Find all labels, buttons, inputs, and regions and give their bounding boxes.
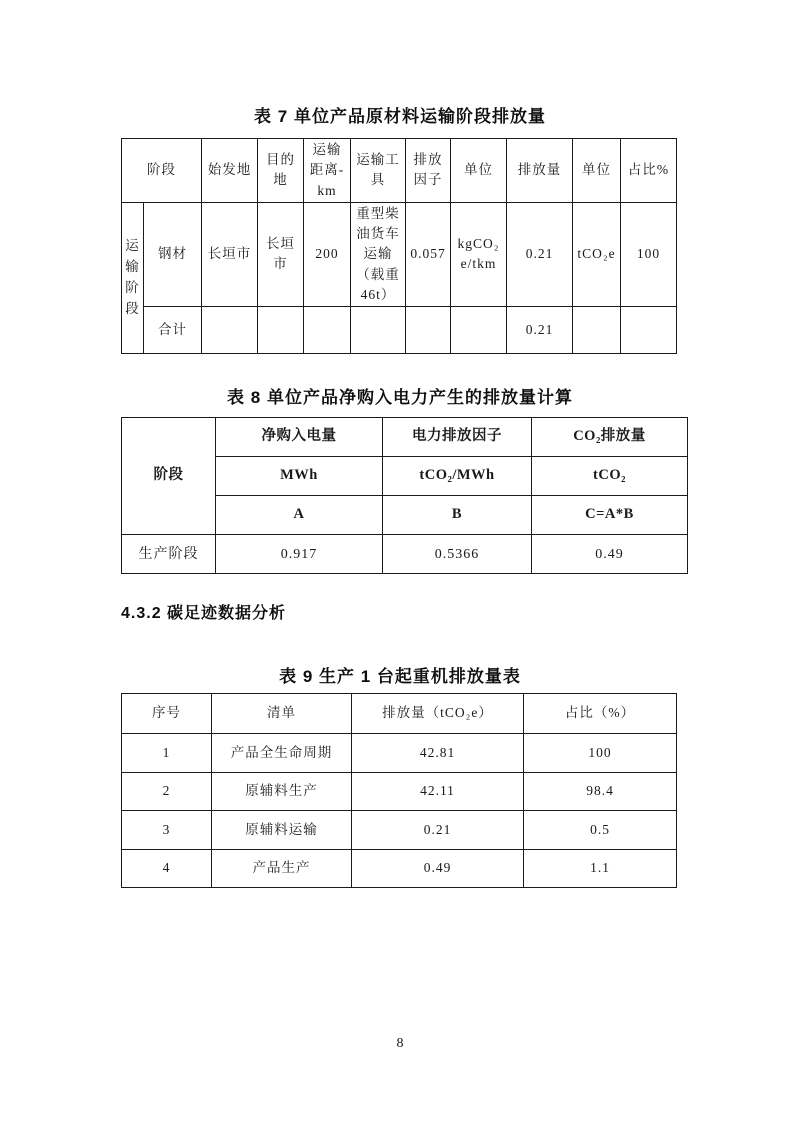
table-cell-ratio: 0.5 (524, 811, 677, 850)
column-header-stage: 阶段 (122, 418, 216, 535)
table-cell-item: 合计 (144, 307, 202, 354)
column-header-ratio: 占比% (621, 139, 677, 203)
table9-header-row (122, 694, 677, 734)
table-cell-destination (258, 307, 304, 354)
column-header-no: 序号 (122, 694, 212, 734)
table8-header-row1 (122, 418, 688, 457)
table-cell-factor-unit (451, 307, 507, 354)
unit-header-tco2: tCO₂ (532, 457, 688, 496)
section-heading: 4.3.2 碳足迹数据分析 (121, 605, 287, 622)
table7-header-row (122, 139, 677, 203)
column-header-co2-emission: CO₂排放量 (532, 418, 688, 457)
column-header-origin: 始发地 (202, 139, 258, 203)
table-cell-ratio: 100 (621, 202, 677, 306)
calc-header-a: A (216, 496, 383, 535)
table8-title: 表 8 单位产品净购入电力产生的排放量计算 (227, 388, 573, 407)
table-cell-b: 0.5366 (383, 535, 532, 574)
table-cell-no: 2 (122, 772, 212, 811)
table-cell-no: 1 (122, 734, 212, 773)
table9-title: 表 9 生产 1 台起重机排放量表 (279, 667, 521, 686)
table-cell-ratio: 1.1 (524, 849, 677, 888)
table-cell-destination: 长垣市 (258, 202, 304, 306)
page-number: 8 (396, 1036, 404, 1051)
unit-header-tco2-mwh: tCO₂/MWh (383, 457, 532, 496)
column-header-destination: 目的地 (258, 139, 304, 203)
table-cell-distance (304, 307, 351, 354)
table-row (122, 811, 677, 850)
table7-row-steel (122, 202, 677, 306)
table-cell-ratio (621, 307, 677, 354)
table7-raw-material-transport-emissions (121, 138, 677, 354)
table-cell-c: 0.49 (532, 535, 688, 574)
table-cell-emission: 0.49 (352, 849, 524, 888)
table-cell-tool: 重型柴油货车运输（载重46t） (351, 202, 406, 306)
table-cell-no: 4 (122, 849, 212, 888)
table-cell-ratio: 98.4 (524, 772, 677, 811)
table-cell-origin: 长垣市 (202, 202, 258, 306)
unit-header-mwh: MWh (216, 457, 383, 496)
table-cell-item: 原辅料运输 (212, 811, 352, 850)
column-header-emission: 排放量 (507, 139, 573, 203)
column-header-distance: 运输距离-km (304, 139, 351, 203)
column-header-item: 清单 (212, 694, 352, 734)
table-cell-stage: 生产阶段 (122, 535, 216, 574)
column-header-tool: 运输工具 (351, 139, 406, 203)
table7-title: 表 7 单位产品原材料运输阶段排放量 (254, 107, 546, 126)
calc-header-b: B (383, 496, 532, 535)
table-cell-ratio: 100 (524, 734, 677, 773)
table-row (122, 772, 677, 811)
table-cell-emission-unit (573, 307, 621, 354)
table-cell-item: 产品全生命周期 (212, 734, 352, 773)
table-cell-no: 3 (122, 811, 212, 850)
table-cell-factor-unit: kgCO₂e/tkm (451, 202, 507, 306)
table-cell-item: 原辅料生产 (212, 772, 352, 811)
table8-purchased-electricity-emissions (121, 417, 688, 574)
table-cell-emission: 42.11 (352, 772, 524, 811)
calc-header-c: C=A*B (532, 496, 688, 535)
table-cell-origin (202, 307, 258, 354)
table-cell-tool (351, 307, 406, 354)
column-header-emission: 排放量（tCO₂e） (352, 694, 524, 734)
table-cell-emission-unit: tCO₂e (573, 202, 621, 306)
column-header-stage: 阶段 (122, 139, 202, 203)
table-cell-item: 钢材 (144, 202, 202, 306)
table-cell-emission: 42.81 (352, 734, 524, 773)
table9-crane-emissions (121, 693, 677, 888)
table7-row-total (122, 307, 677, 354)
table8-row-production (122, 535, 688, 574)
table-row (122, 849, 677, 888)
table-row (122, 734, 677, 773)
table-cell-emission: 0.21 (507, 202, 573, 306)
table-cell-emission: 0.21 (507, 307, 573, 354)
column-header-factor: 排放因子 (406, 139, 451, 203)
column-header-electricity: 净购入电量 (216, 418, 383, 457)
table-cell-factor (406, 307, 451, 354)
column-header-factor-unit: 单位 (451, 139, 507, 203)
column-header-ratio: 占比（%） (524, 694, 677, 734)
stage-label-vertical: 运输阶段 (122, 202, 144, 353)
table-cell-emission: 0.21 (352, 811, 524, 850)
table-cell-item: 产品生产 (212, 849, 352, 888)
table-cell-a: 0.917 (216, 535, 383, 574)
column-header-factor: 电力排放因子 (383, 418, 532, 457)
table-cell-distance: 200 (304, 202, 351, 306)
column-header-emission-unit: 单位 (573, 139, 621, 203)
table-cell-factor: 0.057 (406, 202, 451, 306)
